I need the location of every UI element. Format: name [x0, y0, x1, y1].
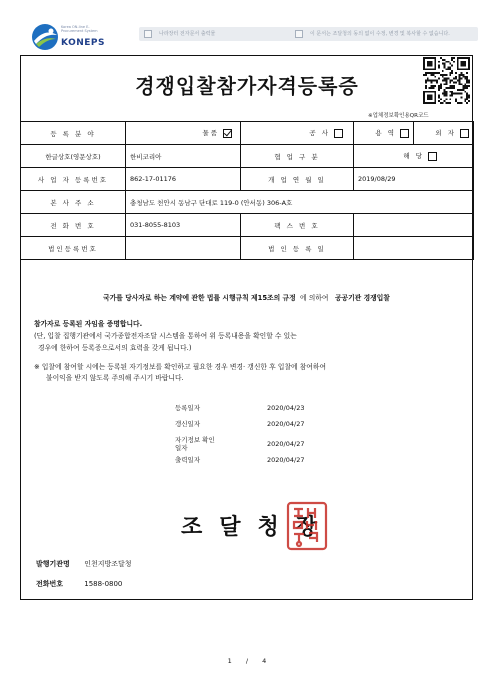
corporate-date-label: 법 인 등 록 일: [241, 237, 354, 260]
cooperation-value-text: 해 당: [403, 152, 424, 161]
phone-info: [36, 579, 122, 589]
koneps-logo: [30, 22, 125, 52]
renewal-date-label: 갱신일자: [175, 420, 201, 428]
registration-table: [20, 121, 474, 260]
header-bar: [0, 0, 494, 48]
field-foreign-checkbox[interactable]: [460, 129, 469, 138]
print-date-value: 2020/04/27: [267, 456, 305, 464]
fax-label: 팩 스 번 호: [241, 214, 354, 237]
copy-notice-text: 이 문서는 조달청의 동의 없이 수정, 변경 및 복사할 수 없습니다.: [310, 31, 450, 37]
registration-date-value: 2020/04/23: [267, 404, 305, 412]
print-date-label: 출력일자: [175, 456, 201, 464]
corporate-number-row: [21, 237, 474, 260]
statement-law: 국가를 당사자로 하는 계약에 관한 법률 시행규칙 제15조의 규정: [103, 294, 296, 302]
corporate-number-value: [126, 237, 241, 260]
statement-line-1: [20, 292, 473, 302]
field-service-label: 용 역: [375, 129, 396, 138]
certificate-title: 경쟁입찰참가자격등록증: [135, 74, 359, 98]
issuer-info: [36, 559, 132, 569]
fax-value: [354, 214, 474, 237]
koneps-logo-icon: [30, 22, 60, 52]
company-name-value: 한비코리아: [126, 145, 241, 168]
statement-line-2: 참가자로 등록된 자임을 증명합니다.: [34, 320, 143, 328]
statement-line-5: ※ 입찰에 참여할 시에는 등록된 자기정보를 확인하고 필요한 경우 변경· 갱신한 후 입찰에 참여하여: [34, 363, 327, 371]
self-check-date-label: 자기정보 확인일자: [175, 436, 215, 452]
registration-date-label: 등록일자: [175, 404, 201, 412]
copy-notice: [290, 27, 478, 41]
phone-value: 031-8055-8103: [126, 214, 241, 237]
official-seal: [285, 500, 329, 552]
opening-date-value: 2019/08/29: [354, 168, 474, 191]
business-number-label: 사 업 자 등록번호: [21, 168, 126, 191]
field-construction: [241, 122, 354, 145]
date-row: [175, 404, 315, 420]
qr-note: ※업체정보확인용QR코드: [368, 113, 429, 119]
registration-field-label: 등 록 분 야: [21, 122, 126, 145]
date-row: [175, 420, 315, 436]
field-service-checkbox[interactable]: [400, 129, 409, 138]
date-row: [175, 456, 315, 472]
field-construction-label: 공 사: [309, 129, 330, 138]
total-pages: 4: [262, 657, 267, 665]
corporate-date-value: [354, 237, 474, 260]
business-number-value: 862-17-01176: [126, 168, 241, 191]
business-number-row: [21, 168, 474, 191]
statement-line-6: 불이익을 받지 않도록 주의해 주시기 바랍니다.: [46, 374, 184, 382]
print-notice: [139, 27, 307, 41]
cooperation-checkbox[interactable]: [428, 152, 437, 161]
issuer-label: 발행기관명: [36, 560, 70, 568]
page-indicator: [0, 657, 494, 665]
field-goods-label: 물품: [202, 129, 219, 138]
contact-phone-label: 전화번호: [36, 580, 64, 588]
registration-field-row: [21, 122, 474, 145]
address-label: 본 사 주 소: [21, 191, 126, 214]
self-check-date-value: 2020/04/27: [267, 440, 305, 448]
page-separator: /: [245, 657, 249, 665]
address-row: [21, 191, 474, 214]
document-icon: [144, 30, 152, 38]
print-notice-text: 나라장터 전자문서 출력물: [159, 31, 216, 37]
phone-label: 전 화 번 호: [21, 214, 126, 237]
statement-category: 공공기관 경쟁입찰: [334, 294, 390, 302]
date-row: [175, 436, 315, 456]
statement-line-3: (단, 입찰 집행기관에서 국가종합전자조달 시스템을 통하여 위 등록내용을 확인할 수 있는: [34, 332, 297, 340]
copy-icon: [295, 30, 303, 38]
statement-according: 에 의하여: [300, 294, 329, 302]
company-name-label: 한글상호(영문상호): [21, 145, 126, 168]
renewal-date-value: 2020/04/27: [267, 420, 305, 428]
cooperation-label: 협 업 구 분: [241, 145, 354, 168]
opening-date-label: 개 업 연 월 일: [241, 168, 354, 191]
logo-tagline: Korea ON-line E-Procurement System: [61, 25, 98, 33]
date-list: [175, 404, 315, 472]
field-construction-checkbox[interactable]: [334, 129, 343, 138]
contact-phone-value: 1588-0800: [84, 580, 123, 588]
statement-line-4: 경우에 한하여 등록증으로서의 효력을 갖게 됩니다.): [38, 344, 192, 352]
issuing-authority: 조달청장: [181, 515, 335, 540]
company-name-row: [21, 145, 474, 168]
issuer-value: 인천지방조달청: [84, 560, 132, 568]
logo-name: KONEPS: [61, 38, 105, 48]
address-value: 충청남도 천안시 동남구 단대로 119-0 (안서동) 306-A호: [126, 191, 474, 214]
field-foreign-label: 외 자: [435, 129, 456, 138]
current-page: 1: [227, 657, 232, 665]
field-foreign: [414, 122, 474, 145]
field-service: [354, 122, 414, 145]
phone-row: [21, 214, 474, 237]
cooperation-value: [354, 145, 474, 168]
field-goods: [126, 122, 241, 145]
field-goods-checkbox[interactable]: [223, 129, 232, 138]
corporate-number-label: 법인등록번호: [21, 237, 126, 260]
